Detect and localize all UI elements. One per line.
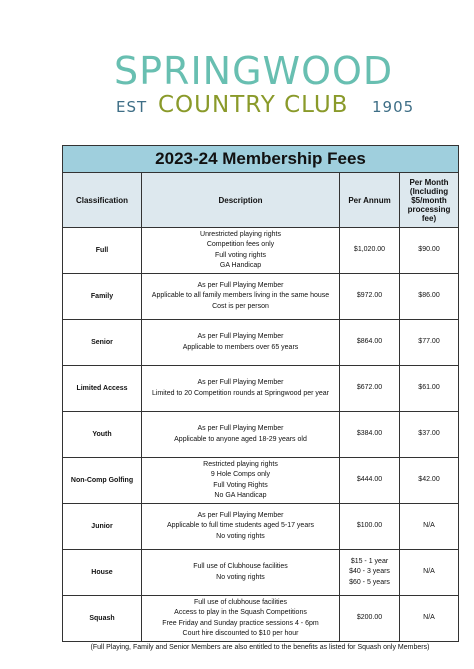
classification-cell: Junior [63,504,142,550]
description-cell: Unrestricted playing rights Competition fees only Full voting rights GA Handicap [142,228,340,274]
per-month-cell: $42.00 [400,458,459,504]
header-per-annum: Per Annum [340,173,400,228]
description-cell: Restricted playing rights 9 Hole Comps only Full Voting Rights No GA Handicap [142,458,340,504]
per-month-cell: $86.00 [400,274,459,320]
description-cell: Full use of Clubhouse facilities No voting rights [142,550,340,596]
footnote: (Full Playing, Family and Senior Members are also entitled to the benefits as listed for Squash only Members) [90,644,430,651]
table-row [63,228,459,274]
table-row [63,412,459,458]
description-cell: As per Full Playing Member Applicable to all family members living in the same house Cost is per person [142,274,340,320]
per-month-cell: N/A [400,596,459,642]
per-annum-cell: $864.00 [340,320,400,366]
per-annum-cell: $1,020.00 [340,228,400,274]
description-cell: As per Full Playing Member Applicable to anyone aged 18-29 years old [142,412,340,458]
classification-cell: Family [63,274,142,320]
table-row [63,550,459,596]
per-annum-cell: $972.00 [340,274,400,320]
per-annum-cell: $672.00 [340,366,400,412]
membership-fees-table [62,145,459,642]
club-logo [0,0,474,140]
classification-cell: Youth [63,412,142,458]
logo-year: 1905 [372,98,415,116]
description-cell: As per Full Playing Member Applicable to members over 65 years [142,320,340,366]
per-month-cell: $61.00 [400,366,459,412]
per-month-cell: $77.00 [400,320,459,366]
per-annum-cell: $444.00 [340,458,400,504]
classification-cell: Limited Access [63,366,142,412]
per-month-cell: $90.00 [400,228,459,274]
classification-cell: Full [63,228,142,274]
per-month-cell: N/A [400,504,459,550]
table-row [63,458,459,504]
description-cell: Full use of clubhouse facilities Access to play in the Squash Competitions Free Friday and Sunday practice sessions 4 - 6pm Court hire discounted to $10 per hour [142,596,340,642]
description-cell: As per Full Playing Member Limited to 20 Competition rounds at Springwood per year [142,366,340,412]
table-row [63,504,459,550]
per-annum-cell: $100.00 [340,504,400,550]
classification-cell: Senior [63,320,142,366]
header-per-month: Per Month (Including $5/month processing fee) [400,173,459,228]
per-month-cell: N/A [400,550,459,596]
logo-est: EST [116,98,148,116]
header-description: Description [142,173,340,228]
table-row [63,596,459,642]
table-row [63,366,459,412]
per-annum-cell: $200.00 [340,596,400,642]
header-classification: Classification [63,173,142,228]
table-title: 2023-24 Membership Fees [63,146,459,173]
logo-subtitle: COUNTRY CLUB [158,92,349,118]
description-cell: As per Full Playing Member Applicable to full time students aged 5-17 years No voting rights [142,504,340,550]
per-annum-cell: $15 - 1 year $40 - 3 years $60 - 5 years [340,550,400,596]
per-annum-cell: $384.00 [340,412,400,458]
per-month-cell: $37.00 [400,412,459,458]
classification-cell: Squash [63,596,142,642]
classification-cell: Non-Comp Golfing [63,458,142,504]
table-row [63,320,459,366]
table-row [63,274,459,320]
classification-cell: House [63,550,142,596]
logo-name: SPRINGWOOD [114,49,394,93]
